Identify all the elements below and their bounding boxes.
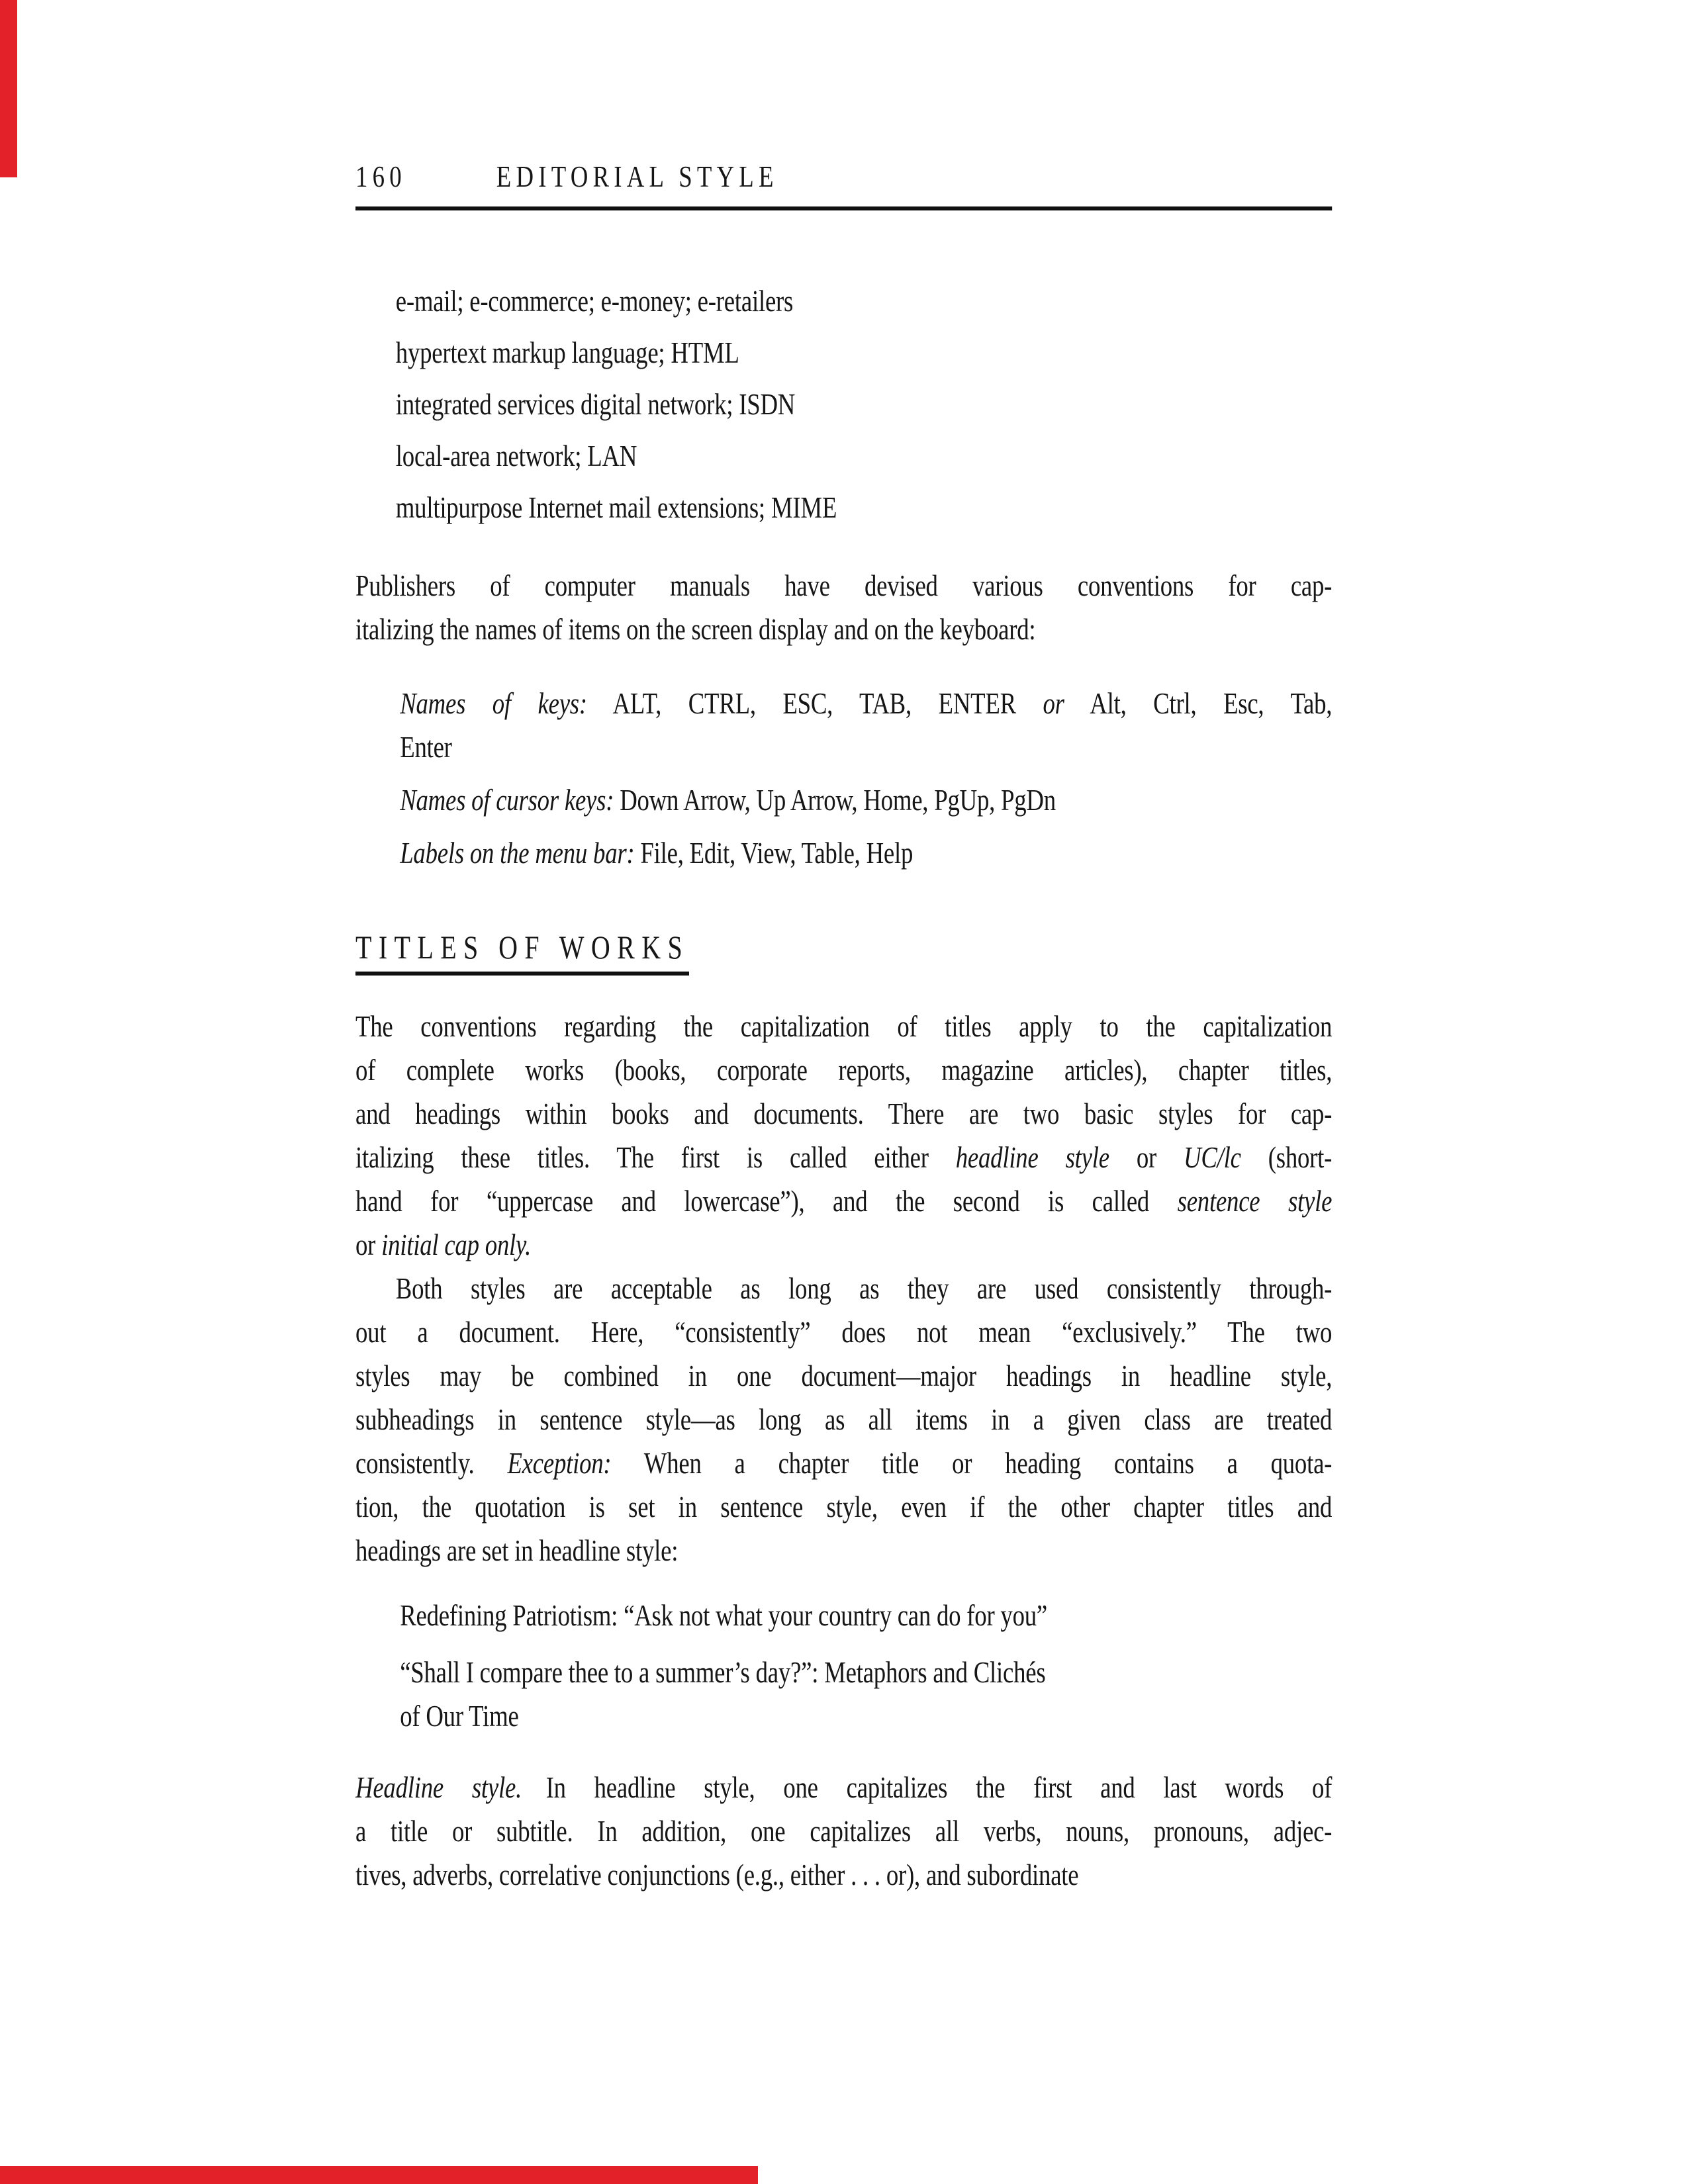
text-segment: tion, the quotation is set in sentence style, even if the other chapter titles and bbox=[355, 1490, 1333, 1524]
paragraph-headline-style bbox=[355, 1766, 1332, 1897]
paragraph-both-styles bbox=[355, 1267, 1332, 1572]
scan-edge-red-bottom bbox=[0, 2166, 758, 2184]
running-head bbox=[355, 161, 1332, 192]
text-segment: and headings within books and documents. There are two basic styles for cap- bbox=[355, 1097, 1333, 1130]
text-column bbox=[355, 0, 1332, 1897]
text-line bbox=[355, 1398, 1332, 1441]
text-line bbox=[355, 482, 1332, 533]
text-segment: Names of keys: bbox=[400, 686, 587, 720]
entry-names-of-cursor-keys bbox=[355, 778, 1332, 822]
text-line bbox=[355, 1766, 1332, 1809]
text-line bbox=[355, 1529, 1332, 1572]
text-segment: of Our Time bbox=[400, 1699, 519, 1733]
text-segment: subheadings in sentence style—as long as all items in a given class are treated bbox=[355, 1402, 1333, 1436]
text-line bbox=[355, 682, 1332, 725]
text-segment: UC/lc bbox=[1184, 1140, 1241, 1174]
text-line bbox=[355, 1694, 1332, 1738]
text-segment: styles may be combined in one document—major headings in headline style, bbox=[355, 1359, 1333, 1392]
text-segment: When a chapter title or heading contains a quota- bbox=[611, 1446, 1333, 1480]
running-title: EDITORIAL STYLE bbox=[496, 159, 778, 193]
text-segment: “Shall I compare thee to a summer’s day?”: Metaphors and Clichés bbox=[400, 1655, 1046, 1689]
text-segment: Names of cursor keys: bbox=[400, 783, 614, 817]
text-line bbox=[355, 379, 1332, 430]
text-line bbox=[355, 608, 1332, 651]
text-segment: Headline style. bbox=[355, 1770, 522, 1804]
text-segment: initial cap only. bbox=[381, 1228, 532, 1261]
text-segment: consistently. bbox=[355, 1446, 508, 1480]
text-segment: Publishers of computer manuals have devised various conventions for cap- bbox=[355, 569, 1333, 602]
text-line bbox=[355, 1809, 1332, 1853]
header-rule bbox=[355, 206, 1332, 210]
text-segment: headline style bbox=[955, 1140, 1109, 1174]
text-segment: sentence style bbox=[1177, 1184, 1333, 1218]
text-segment: or bbox=[1043, 686, 1064, 720]
text-line bbox=[355, 1223, 1332, 1267]
text-line bbox=[355, 778, 1332, 822]
text-segment: of complete works (books, corporate reports, magazine articles), chapter titles, bbox=[355, 1053, 1333, 1087]
text-segment: integrated services digital network; ISDN bbox=[395, 387, 796, 421]
text-segment: or bbox=[355, 1228, 382, 1261]
section-heading bbox=[355, 931, 1332, 976]
text-line bbox=[355, 1354, 1332, 1398]
text-segment: out a document. Here, “consistently” does not mean “exclusively.” The two bbox=[355, 1315, 1333, 1349]
text-line bbox=[355, 1136, 1332, 1179]
text-segment: hand for “uppercase and lowercase”), and the second is called bbox=[355, 1184, 1178, 1218]
text-line bbox=[355, 725, 1332, 769]
text-segment: Exception: bbox=[507, 1446, 612, 1480]
abbreviation-list bbox=[355, 275, 1332, 533]
text-line bbox=[355, 1853, 1332, 1897]
text-segment: ALT, CTRL, ESC, TAB, ENTER bbox=[586, 686, 1043, 720]
text-segment: tives, adverbs, correlative conjunctions (e.g., either . . . or), and subordinate bbox=[355, 1858, 1079, 1891]
text-segment: local-area network; LAN bbox=[395, 439, 637, 473]
example-redefining-patriotism bbox=[355, 1594, 1332, 1637]
text-line bbox=[355, 1048, 1332, 1092]
text-segment: multipurpose Internet mail extensions; MIME bbox=[395, 490, 837, 524]
text-segment: Alt, Ctrl, Esc, Tab, bbox=[1064, 686, 1333, 720]
example-shall-i-compare bbox=[355, 1651, 1332, 1738]
key-naming-examples bbox=[355, 682, 1332, 875]
text-line bbox=[355, 275, 1332, 327]
section-heading-text: TITLES OF WORKS bbox=[355, 931, 689, 976]
text-segment: hypertext markup language; HTML bbox=[395, 336, 739, 369]
text-segment: The conventions regarding the capitalization of titles apply to the capitalization bbox=[355, 1009, 1333, 1043]
text-line bbox=[355, 430, 1332, 482]
paragraph-conventions bbox=[355, 1005, 1332, 1267]
paragraph-publishers bbox=[355, 564, 1332, 651]
text-segment: Down Arrow, Up Arrow, Home, PgUp, PgDn bbox=[614, 783, 1056, 817]
text-line bbox=[355, 1267, 1332, 1310]
entry-labels-on-menu-bar bbox=[355, 831, 1332, 875]
text-line bbox=[355, 327, 1332, 379]
text-line bbox=[355, 1310, 1332, 1354]
text-segment: Labels on the menu bar: bbox=[400, 836, 635, 870]
text-segment: e-mail; e-commerce; e-money; e-retailers bbox=[395, 284, 794, 318]
text-line bbox=[355, 1179, 1332, 1223]
text-segment: a title or subtitle. In addition, one capitalizes all verbs, nouns, pronouns, adjec- bbox=[355, 1814, 1333, 1848]
text-line bbox=[355, 1485, 1332, 1529]
text-line bbox=[355, 1651, 1332, 1694]
text-line bbox=[355, 1005, 1332, 1048]
scan-edge-red-left bbox=[0, 0, 17, 177]
text-line bbox=[355, 831, 1332, 875]
text-line bbox=[355, 1092, 1332, 1136]
text-line bbox=[355, 1594, 1332, 1637]
text-segment: or bbox=[1109, 1140, 1184, 1174]
entry-names-of-keys bbox=[355, 682, 1332, 769]
text-line bbox=[355, 564, 1332, 608]
text-segment: italizing the names of items on the screen display and on the keyboard: bbox=[355, 612, 1036, 646]
text-segment: In headline style, one capitalizes the first and last words of bbox=[522, 1770, 1333, 1804]
text-segment: Both styles are acceptable as long as they are used consistently through- bbox=[395, 1271, 1333, 1305]
text-segment: italizing these titles. The first is called either bbox=[355, 1140, 956, 1174]
text-segment: headings are set in headline style: bbox=[355, 1533, 679, 1567]
text-segment: File, Edit, View, Table, Help bbox=[634, 836, 914, 870]
text-segment: Redefining Patriotism: “Ask not what your country can do for you” bbox=[400, 1598, 1048, 1632]
text-segment: (short- bbox=[1241, 1140, 1333, 1174]
text-segment: Enter bbox=[400, 730, 452, 764]
text-line bbox=[355, 1441, 1332, 1485]
page-number: 160 bbox=[355, 159, 406, 193]
